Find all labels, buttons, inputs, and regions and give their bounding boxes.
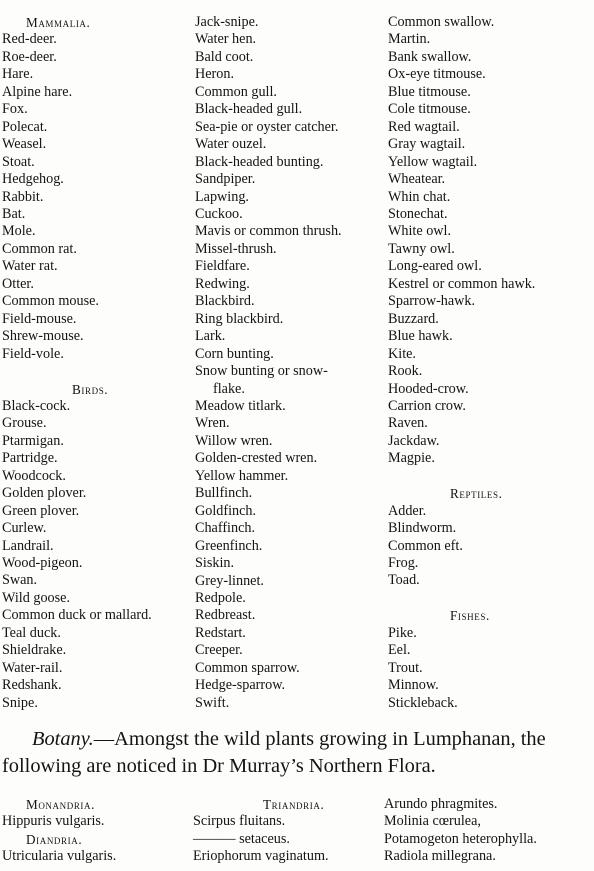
- list-item: Black-headed gull.: [195, 101, 303, 118]
- list-item: Redwing.: [195, 275, 250, 292]
- list-item: Raven.: [388, 415, 428, 432]
- list-item: Snow bunting or snow-: [195, 363, 328, 380]
- list-item: Whin chat.: [388, 188, 451, 205]
- list-item: Sparrow-hawk.: [388, 293, 476, 310]
- list-item: Tawny owl.: [388, 240, 455, 257]
- list-item: Cuckoo.: [195, 205, 243, 222]
- list-item: Willow wren.: [195, 432, 273, 449]
- fauna-column-1: [2, 14, 152, 712]
- list-item: Field-mouse.: [2, 310, 77, 327]
- list-item: Arundo phragmites.: [384, 796, 498, 812]
- list-item: Ox-eye titmouse.: [388, 66, 486, 83]
- list-item: Missel-thrush.: [195, 240, 277, 257]
- list-item: Blue titmouse.: [388, 83, 471, 100]
- section-header: Mammalia.: [26, 15, 91, 30]
- list-item: Pike.: [388, 624, 417, 641]
- list-item: Kite.: [388, 345, 416, 362]
- list-item: Corn bunting.: [195, 345, 274, 362]
- list-item: Molinia cœrulea,: [384, 813, 481, 830]
- list-item: White owl.: [388, 223, 452, 240]
- list-item: Wheatear.: [388, 171, 446, 188]
- list-item: Bald coot.: [195, 48, 254, 65]
- list-item: Lark.: [195, 328, 226, 345]
- list-item: Woodcock.: [2, 467, 66, 484]
- list-item: Utricularia vulgaris.: [2, 848, 117, 865]
- list-item: Fox.: [2, 101, 28, 118]
- botany-heading: Botany.: [32, 728, 94, 750]
- list-item: Partridge.: [2, 450, 58, 467]
- list-item: Sandpiper.: [195, 171, 256, 188]
- list-item: Wood-pigeon.: [2, 555, 83, 572]
- list-item: Common gull.: [195, 83, 277, 100]
- list-item: Hedgehog.: [2, 171, 64, 188]
- list-item: Roe-deer.: [2, 48, 57, 65]
- list-item: Grey-linnet.: [195, 572, 264, 589]
- list-item: Golden plover.: [2, 485, 87, 502]
- list-item: Otter.: [2, 275, 34, 292]
- list-item: Eel.: [388, 642, 411, 659]
- list-item: Common mouse.: [2, 293, 99, 310]
- list-item: Heron.: [195, 66, 235, 83]
- list-item: Snipe.: [2, 694, 38, 711]
- list-item: Hare.: [2, 66, 34, 83]
- list-item: Magpie.: [388, 450, 435, 467]
- list-item: Jackdaw.: [388, 432, 440, 449]
- list-item: Shieldrake.: [2, 642, 67, 659]
- list-item: Water rat.: [2, 258, 58, 275]
- spacer: [2, 363, 152, 380]
- list-item: Buzzard.: [388, 310, 439, 327]
- list-item: Lapwing.: [195, 188, 249, 205]
- list-item: Bullfinch.: [195, 485, 253, 502]
- list-item: Toad.: [388, 572, 420, 589]
- list-item: Martin.: [388, 31, 431, 48]
- list-item: Common sparrow.: [195, 659, 300, 676]
- list-item: Polecat.: [2, 118, 48, 135]
- list-item: Grouse.: [2, 415, 47, 432]
- fauna-column-3: [388, 14, 535, 712]
- list-item: Field-vole.: [2, 345, 64, 362]
- list-item: Long-eared owl.: [388, 258, 482, 275]
- section-header: Fishes.: [450, 608, 490, 624]
- list-item: Water-rail.: [2, 659, 63, 676]
- list-item: Hooded-crow.: [388, 380, 469, 397]
- list-item: Common eft.: [388, 537, 463, 554]
- list-item: Weasel.: [2, 136, 47, 153]
- section-header: Monandria.: [26, 797, 96, 812]
- section-header: Diandria.: [26, 831, 83, 847]
- list-item: Landrail.: [2, 537, 54, 554]
- list-item: Common rat.: [2, 240, 77, 257]
- list-item: Meadow titlark.: [195, 397, 286, 414]
- list-item: Minnow.: [388, 677, 439, 694]
- list-item: Bank swallow.: [388, 48, 472, 65]
- list-item: Swan.: [2, 572, 38, 589]
- list-item: Water ouzel.: [195, 136, 267, 153]
- list-item: Hippuris vulgaris.: [2, 813, 105, 830]
- list-item: Frog.: [388, 555, 419, 572]
- list-item: Wren.: [195, 415, 230, 432]
- list-item: Hedge-sparrow.: [195, 677, 286, 694]
- list-item: Chaffinch.: [195, 520, 256, 537]
- list-item: Black-headed bunting.: [195, 153, 324, 170]
- list-item: Swift.: [195, 694, 230, 711]
- botany-text: —Amongst the wild plants growing in Lumphanan, the following are noticed in Dr Murray’s Northern Flora.: [2, 728, 546, 777]
- list-item: Blue hawk.: [388, 328, 453, 345]
- list-item: ——— setaceus.: [193, 830, 290, 847]
- list-item: Common duck or mallard.: [2, 607, 152, 624]
- list-item: Redbreast.: [195, 607, 256, 624]
- list-item: Jack-snipe.: [195, 14, 259, 30]
- list-item: Radiola millegrana.: [384, 848, 496, 865]
- flora-column-3: [384, 796, 537, 866]
- list-item: Rabbit.: [2, 188, 44, 205]
- list-item: Cole titmouse.: [388, 101, 471, 118]
- list-item: Creeper.: [195, 642, 243, 659]
- list-item: Trout.: [388, 659, 423, 676]
- list-item: Scirpus fluitans.: [193, 813, 286, 830]
- list-item: Ring blackbird.: [195, 310, 284, 327]
- list-item: Black-cock.: [2, 397, 71, 414]
- list-item: Siskin.: [195, 555, 235, 572]
- list-item: Ptarmigan.: [2, 432, 64, 449]
- list-item: Rook.: [388, 363, 423, 380]
- list-item: Greenfinch.: [195, 537, 263, 554]
- list-item: Stoat.: [2, 153, 35, 170]
- list-item: Redshank.: [2, 677, 62, 694]
- list-item: Stickleback.: [388, 694, 458, 711]
- list-item: Curlew.: [2, 520, 47, 537]
- list-item: Fieldfare.: [195, 258, 250, 275]
- list-item: Bat.: [2, 205, 26, 222]
- list-item: Gray wagtail.: [388, 136, 466, 153]
- flora-column-2: [193, 796, 329, 866]
- list-item: Eriophorum vaginatum.: [193, 848, 329, 865]
- list-item: Carrion crow.: [388, 397, 466, 414]
- section-header: Triandria.: [263, 797, 325, 812]
- list-item: Common swallow.: [388, 14, 495, 30]
- list-item: Adder.: [388, 502, 427, 519]
- list-item: Redstart.: [195, 624, 246, 641]
- list-item: Alpine hare.: [2, 83, 73, 100]
- list-item: Red wagtail.: [388, 118, 460, 135]
- list-item: Mavis or common thrush.: [195, 223, 342, 240]
- list-item: Potamogeton heterophylla.: [384, 830, 537, 847]
- list-item: Golden-crested wren.: [195, 450, 318, 467]
- spacer: [388, 468, 535, 485]
- list-item: Stonechat.: [388, 205, 448, 222]
- list-item: Goldfinch.: [195, 502, 257, 519]
- list-item: Red-deer.: [2, 31, 57, 48]
- list-item: Teal duck.: [2, 624, 61, 641]
- spacer: [388, 590, 535, 607]
- list-item: Wild goose.: [2, 589, 70, 606]
- botany-paragraph: [2, 726, 590, 780]
- fauna-column-2: [195, 14, 342, 712]
- list-item: Mole.: [2, 223, 36, 240]
- list-item: Redpole.: [195, 589, 246, 606]
- list-item: Kestrel or common hawk.: [388, 275, 536, 292]
- list-item: flake.: [213, 380, 245, 397]
- list-item: Yellow wagtail.: [388, 153, 478, 170]
- list-item: Green plover.: [2, 502, 80, 519]
- section-header: Reptiles.: [450, 486, 503, 502]
- list-item: Shrew-mouse.: [2, 328, 84, 345]
- list-item: Blackbird.: [195, 293, 255, 310]
- flora-column-1: [2, 796, 116, 866]
- list-item: Sea-pie or oyster catcher.: [195, 118, 339, 135]
- list-item: Water hen.: [195, 31, 257, 48]
- list-item: Yellow hammer.: [195, 467, 289, 484]
- list-item: Blindworm.: [388, 520, 457, 537]
- section-header: Birds.: [72, 381, 109, 397]
